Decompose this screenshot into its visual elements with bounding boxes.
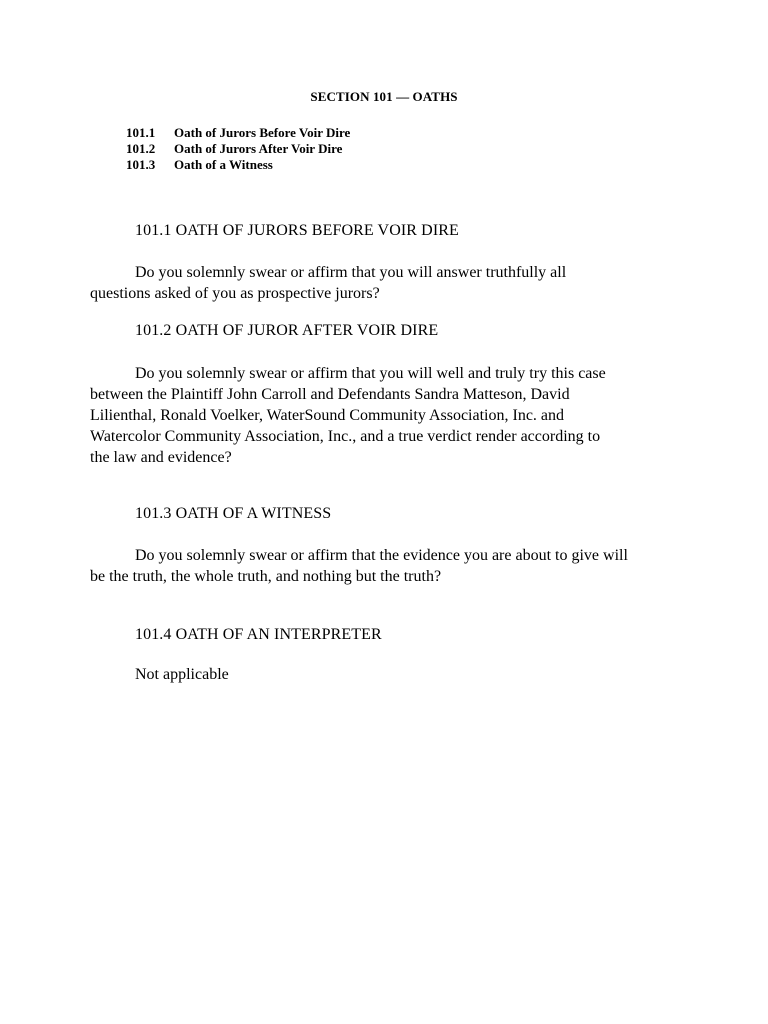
oath-text-witness [90, 545, 690, 587]
paragraph-line: questions asked of you as prospective jurors? [90, 285, 380, 302]
toc-item [126, 141, 350, 157]
toc-item-title: Oath of Jurors Before Voir Dire [174, 125, 351, 140]
paragraph-line: Do you solemnly swear or affirm that you will answer truthfully all [135, 264, 567, 281]
paragraph-line: Watercolor Community Association, Inc., and a true verdict render according to [90, 428, 601, 445]
toc-item [126, 125, 350, 141]
table-of-contents [126, 125, 350, 173]
section-heading-jurors-before-voir-dire: 101.1 OATH OF JURORS BEFORE VOIR DIRE [135, 222, 459, 239]
section-heading-juror-after-voir-dire: 101.2 OATH OF JUROR AFTER VOIR DIRE [135, 322, 439, 339]
section-heading-interpreter: 101.4 OATH OF AN INTERPRETER [135, 626, 382, 643]
toc-item-number: 101.2 [126, 141, 156, 156]
section-heading-witness: 101.3 OATH OF A WITNESS [135, 505, 332, 522]
paragraph-line: Lilienthal, Ronald Voelker, WaterSound Community Association, Inc. and [90, 407, 565, 424]
paragraph-line: between the Plaintiff John Carroll and Defendants Sandra Matteson, David [90, 386, 570, 403]
toc-item-title: Oath of Jurors After Voir Dire [174, 141, 343, 156]
toc-item-title: Oath of a Witness [174, 157, 273, 172]
paragraph-line: the law and evidence? [90, 449, 232, 466]
paragraph-line: Do you solemnly swear or affirm that the evidence you are about to give will [135, 547, 628, 564]
paragraph-line: Do you solemnly swear or affirm that you will well and truly try this case [135, 365, 606, 382]
toc-item-number: 101.1 [126, 125, 156, 140]
oath-text-jurors-before-voir-dire [90, 262, 690, 304]
paragraph-line: be the truth, the whole truth, and nothing but the truth? [90, 568, 442, 585]
toc-item [126, 157, 350, 173]
oath-text-juror-after-voir-dire [90, 363, 690, 468]
oath-text-interpreter: Not applicable [135, 666, 229, 683]
toc-item-number: 101.3 [126, 157, 156, 172]
section-title: SECTION 101 — OATHS [310, 89, 458, 104]
